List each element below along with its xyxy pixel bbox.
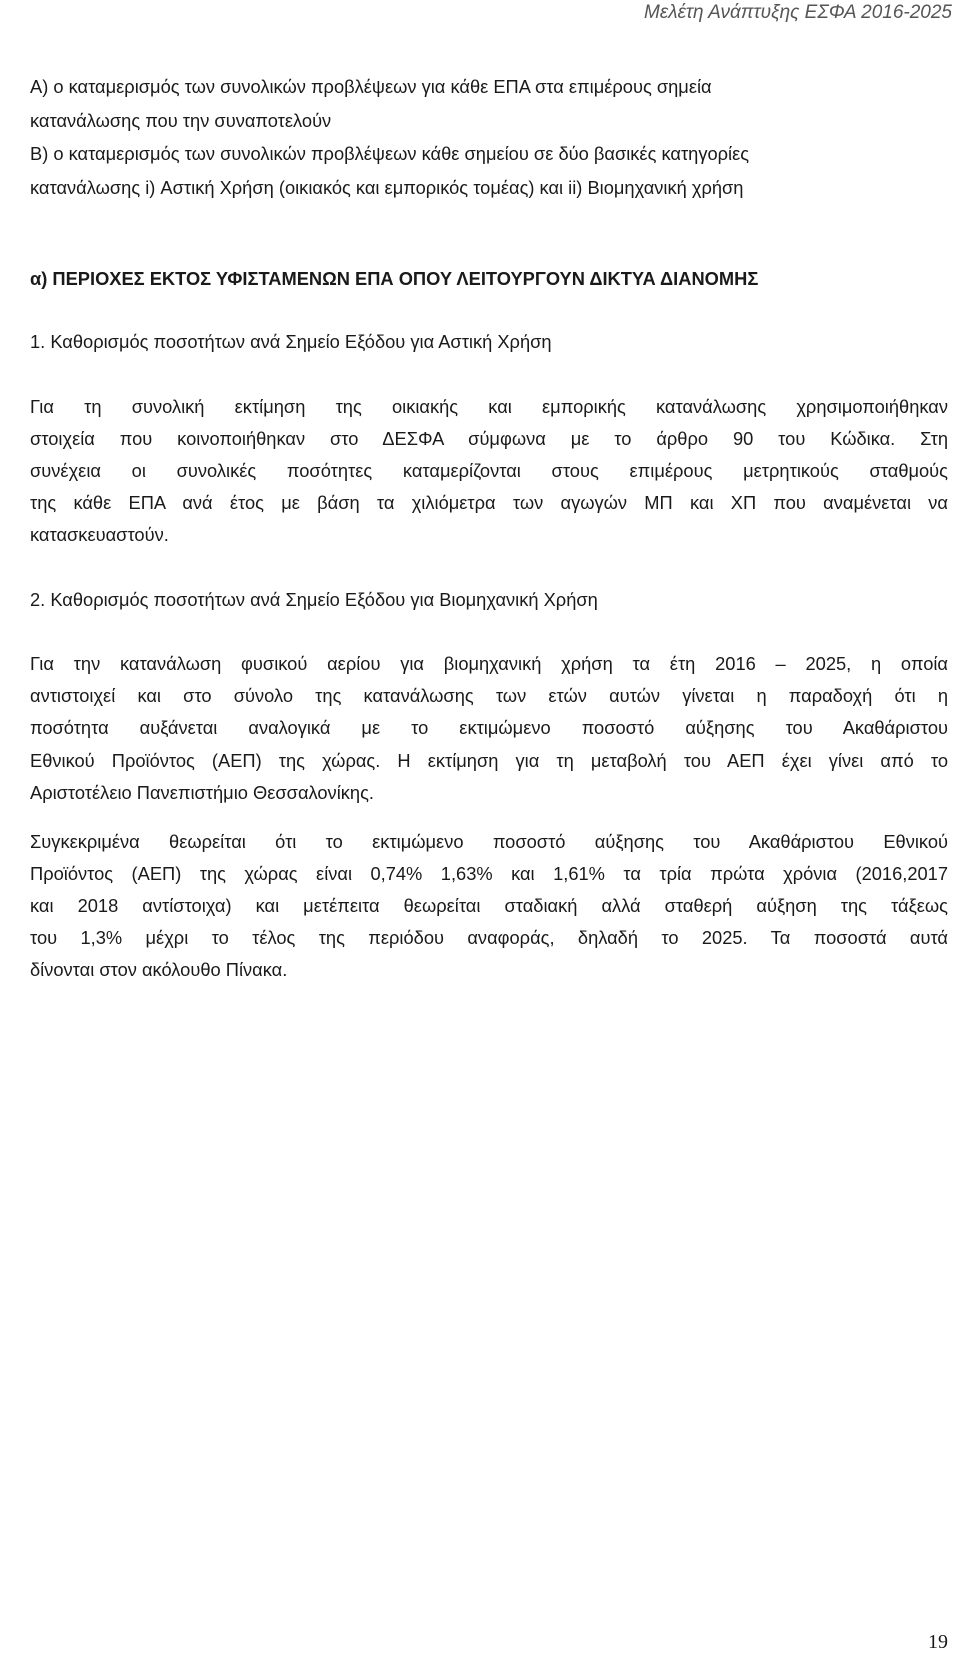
section-1-heading <box>30 325 948 359</box>
text-line: συνέχεια οι συνολικές ποσότητες καταμερίζονται στους επιμέρους μετρητικούς σταθμούς <box>30 460 948 481</box>
text-line: της κάθε ΕΠΑ ανά έτος με βάση τα χιλιόμετρα των αγωγών ΜΠ και ΧΠ που αναμένεται να <box>30 492 948 513</box>
text-line: Α) ο καταμερισμός των συνολικών προβλέψεων για κάθε ΕΠΑ στα επιμέρους σημεία <box>30 76 712 97</box>
page-number: 19 <box>928 1631 948 1653</box>
text-line: κατανάλωσης i) Αστική Χρήση (οικιακός και εμπορικός τομέας) και ii) Βιομηχανική χρήση <box>30 176 744 198</box>
text-line: Αριστοτέλειο Πανεπιστήμιο Θεσσαλονίκης. <box>30 781 374 803</box>
text-line: του 1,3% μέχρι το τέλος της περιόδου αναφοράς, δηλαδή το 2025. Τα ποσοστά αυτά <box>30 927 948 948</box>
text-line: Για την κατανάλωση φυσικού αερίου για βιομηχανική χρήση τα έτη 2016 – 2025, η οποία <box>30 653 948 674</box>
heading-text: 1. Καθορισμός ποσοτήτων ανά Σημείο Εξόδου για Αστική Χρήση <box>30 331 552 352</box>
section-a-heading <box>30 262 948 296</box>
section-2-paragraph-1 <box>30 648 948 809</box>
text-line: κατανάλωσης που την συναποτελούν <box>30 109 332 131</box>
text-line: αντιστοιχεί και στο σύνολο της κατανάλωσης των ετών αυτών γίνεται η παραδοχή ότι η <box>30 685 948 707</box>
text-line: δίνονται στον ακόλουθο Πίνακα. <box>30 959 288 980</box>
section-2-heading <box>30 583 948 617</box>
text-line: στοιχεία που κοινοποιήθηκαν στο ΔΕΣΦΑ σύμφωνα με το άρθρο 90 του Κώδικα. Στη <box>30 428 948 449</box>
document-header-title: Μελέτη Ανάπτυξης ΕΣΦΑ 2016-2025 <box>644 2 952 23</box>
heading-text: 2. Καθορισμός ποσοτήτων ανά Σημείο Εξόδου για Βιομηχανική Χρήση <box>30 589 598 610</box>
text-line: Για τη συνολική εκτίμηση της οικιακής και εμπορικής κατανάλωσης χρησιμοποιήθηκαν <box>30 396 948 417</box>
text-line: Συγκεκριμένα θεωρείται ότι το εκτιμώμενο ποσοστό αύξησης του Ακαθάριστου Εθνικού <box>30 831 948 852</box>
section-1-paragraph <box>30 391 948 551</box>
heading-text: α) ΠΕΡΙΟΧΕΣ ΕΚΤΟΣ ΥΦΙΣΤΑΜΕΝΩΝ ΕΠΑ ΟΠΟΥ ΛΕΙΤΟΥΡΓΟΥΝ ΔΙΚΤΥΑ ΔΙΑΝΟΜΗΣ <box>30 268 759 289</box>
text-line: ποσότητα αυξάνεται αναλογικά με το εκτιμώμενο ποσοστό αύξησης του Ακαθάριστου <box>30 717 948 739</box>
text-line: Εθνικού Προϊόντος (ΑΕΠ) της χώρας. Η εκτίμηση για τη μεταβολή του ΑΕΠ έχει γίνει από το <box>30 749 948 771</box>
text-line: Β) ο καταμερισμός των συνολικών προβλέψεων κάθε σημείου σε δύο βασικές κατηγορίες <box>30 143 750 164</box>
text-line: Προϊόντος (ΑΕΠ) της χώρας είναι 0,74% 1,63% και 1,61% τα τρία πρώτα χρόνια (2016,2017 <box>30 863 948 884</box>
intro-paragraph <box>30 70 948 204</box>
section-2-paragraph-2 <box>30 826 948 986</box>
text-line: και 2018 αντίστοιχα) και μετέπειτα θεωρείται σταδιακή αλλά σταθερή αύξηση της τάξεως <box>30 895 948 916</box>
text-line: κατασκευαστούν. <box>30 524 169 545</box>
